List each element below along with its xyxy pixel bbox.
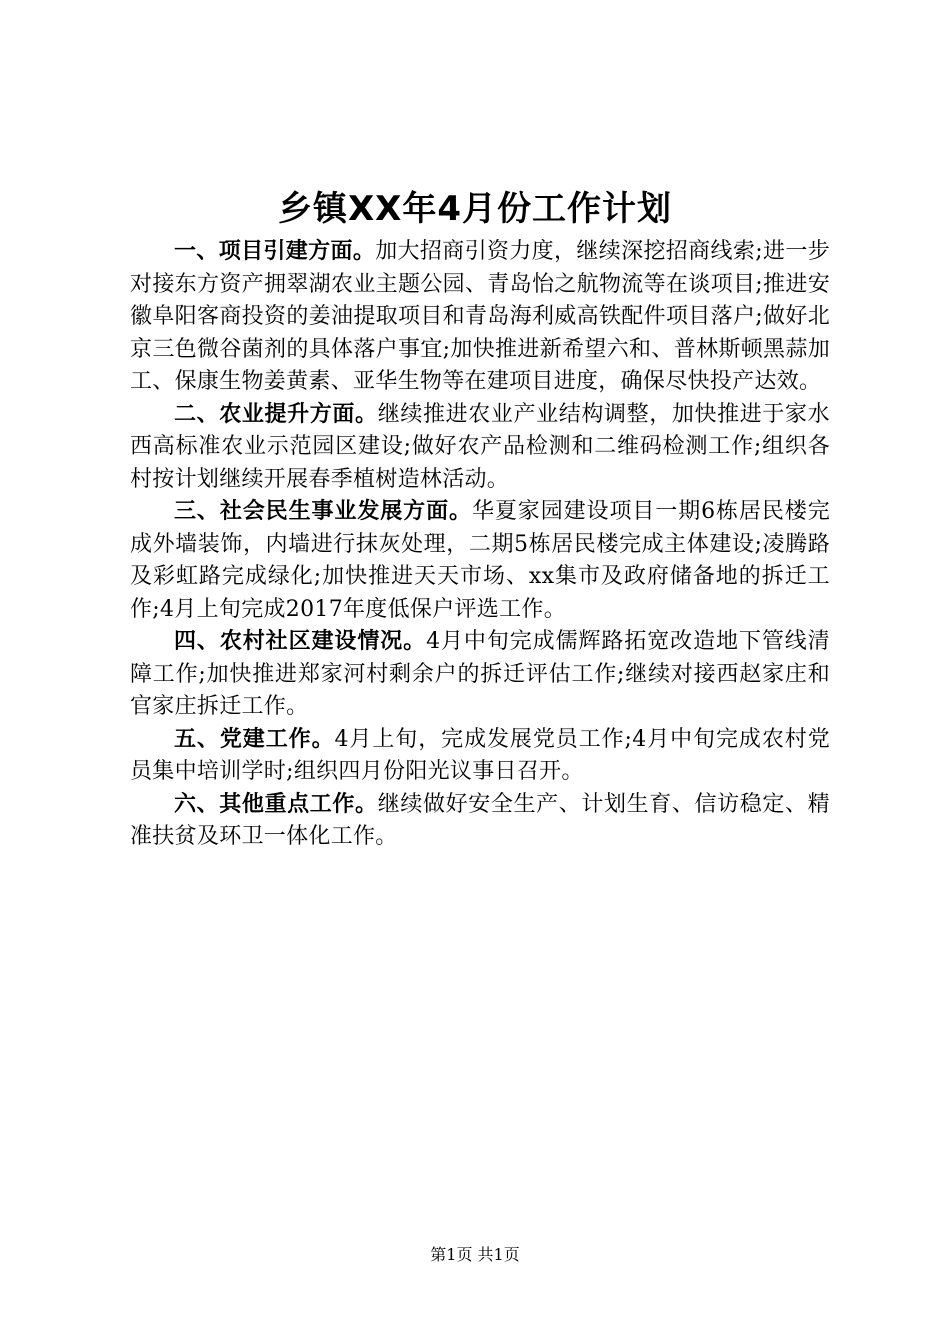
paragraph-text: 4月上旬，完成发展党员工作;4月中旬完成农村党员集中培训学时;组织四月份阳光议事日召开。: [130, 726, 830, 784]
paragraph-social-livelihood: [130, 496, 830, 626]
document-body: [130, 236, 830, 854]
paragraph-other-work: [130, 789, 830, 854]
paragraph-rural-community: [130, 626, 830, 724]
paragraph-heading: 六、其他重点工作。: [174, 791, 378, 817]
paragraph-heading: 一、项目引建方面。: [174, 239, 376, 264]
paragraph-text: 华夏家园建设项目一期6栋居民楼完成外墙装饰，内墙进行抹灰处理，二期5栋居民楼完成主体建设;凌腾路及彩虹路完成绿化;加快推进天天市场、xx集市及政府储备地的拆迁工作;4月上旬完成2017年度低保户评选工作。: [130, 499, 830, 622]
document-title: 乡镇XX年4月份工作计划: [277, 189, 673, 229]
paragraph-text: 继续推进农业产业结构调整，加快推进于家水西高标准农业示范园区建设;做好农产品检测和二维码检测工作;组织各村按计划继续开展春季植树造林活动。: [130, 401, 830, 492]
paragraph-heading: 五、党建工作。: [174, 726, 335, 752]
page-number-footer: 第1页 共1页: [430, 1245, 520, 1264]
paragraph-text: 继续做好安全生产、计划生育、信访稳定、精准扶贫及环卫一体化工作。: [130, 791, 830, 849]
paragraph-heading: 三、社会民生事业发展方面。: [174, 499, 472, 524]
paragraph-heading: 四、农村社区建设情况。: [174, 629, 427, 654]
paragraph-project-introduction: [130, 236, 830, 399]
paragraph-party-building: [130, 724, 830, 789]
paragraph-text: 加大招商引资力度，继续深挖招商线索;进一步对接东方资产拥翠湖农业主题公园、青岛怡之航物流等在谈项目;推进安徽阜阳客商投资的姜油提取项目和青岛海利威高铁配件项目落户;做好北京三色微谷菌剂的具体落户事宜;加快推进新希望六和、普林斯顿黑蒜加工、保康生物姜黄素、亚华生物等在建项目进度，确保尽快投产达效。: [130, 239, 831, 394]
paragraph-text: 4月中旬完成儒辉路拓宽改造地下管线清障工作;加快推进郑家河村剩余户的拆迁评估工作;继续对接西赵家庄和官家庄拆迁工作。: [130, 629, 830, 719]
paragraph-agriculture: [130, 399, 830, 497]
paragraph-heading: 二、农业提升方面。: [174, 401, 378, 427]
